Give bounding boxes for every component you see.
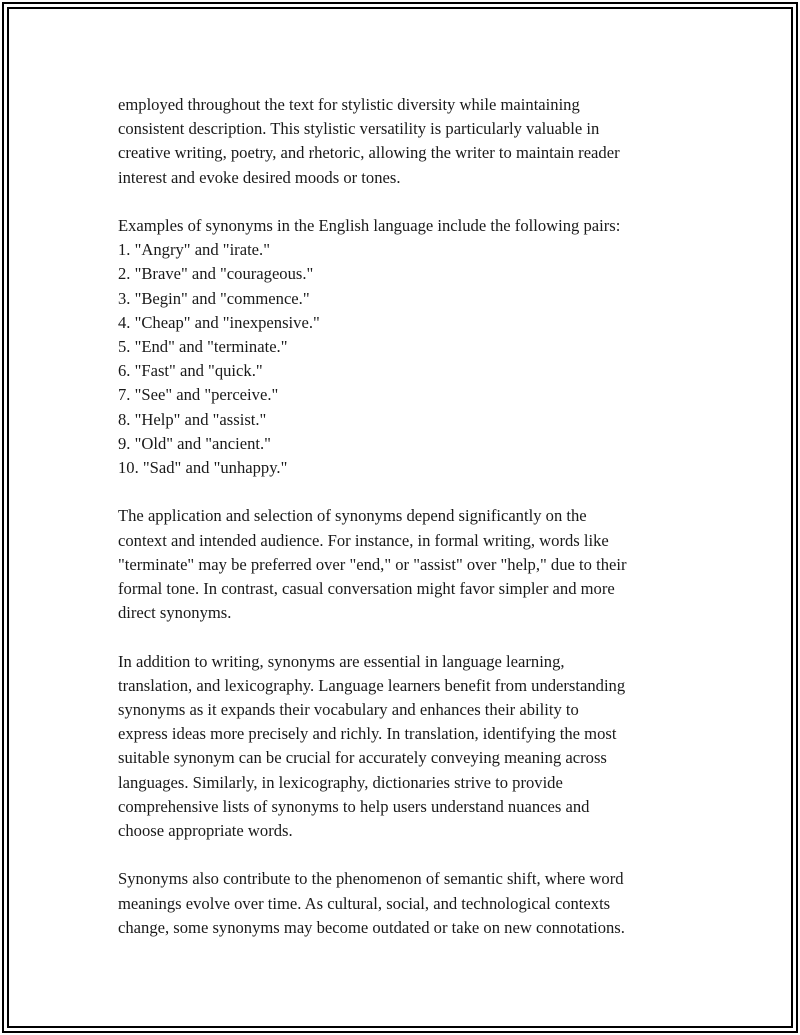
paragraph-semantic-shift: Synonyms also contribute to the phenomenon of semantic shift, where word meanings evolve over time. As cultural, social, and technological contexts change, some synonyms may become outdated or take on new connotations. xyxy=(118,869,625,937)
document-body xyxy=(118,93,698,964)
synonym-examples-list xyxy=(118,238,698,480)
paragraph-stylistic-diversity: employed throughout the text for stylistic diversity while maintaining consistent description. This stylistic versatility is particularly valuable in creative writing, poetry, and rhetoric, allowing the writer to maintain reader interest and evoke desired moods or tones. xyxy=(118,95,620,187)
paragraph-context-audience: The application and selection of synonyms depend significantly on the context and intended audience. For instance, in formal writing, words like "terminate" may be preferred over "end," or "assist" over "help," due to their formal tone. In contrast, casual conversation might favor simpler and more direct synonyms. xyxy=(118,506,627,623)
list-item: 2. "Brave" and "courageous." xyxy=(118,264,314,284)
list-item: 8. "Help" and "assist." xyxy=(118,409,267,429)
list-item: 9. "Old" and "ancient." xyxy=(118,433,271,453)
examples-intro: Examples of synonyms in the English language include the following pairs: xyxy=(118,216,621,235)
list-item: 3. "Begin" and "commence." xyxy=(118,288,310,308)
list-item: 6. "Fast" and "quick." xyxy=(118,361,263,381)
list-item: 5. "End" and "terminate." xyxy=(118,337,288,357)
list-item: 4. "Cheap" and "inexpensive." xyxy=(118,312,320,332)
list-item: 10. "Sad" and "unhappy." xyxy=(118,458,288,478)
list-item: 7. "See" and "perceive." xyxy=(118,385,279,405)
paragraph-language-learning: In addition to writing, synonyms are essential in language learning, translation, and lexicography. Language learners benefit from understanding synonyms as it expands their vocabulary and enhances their ability to express ideas more precisely and richly. In translation, identifying the most suitable synonym can be crucial for accurately conveying meaning across languages. Similarly, in lexicography, dictionaries strive to provide comprehensive lists of synonyms to help users understand nuances and choose appropriate words. xyxy=(118,651,626,841)
examples-section xyxy=(118,214,698,480)
list-item: 1. "Angry" and "irate." xyxy=(118,240,270,260)
